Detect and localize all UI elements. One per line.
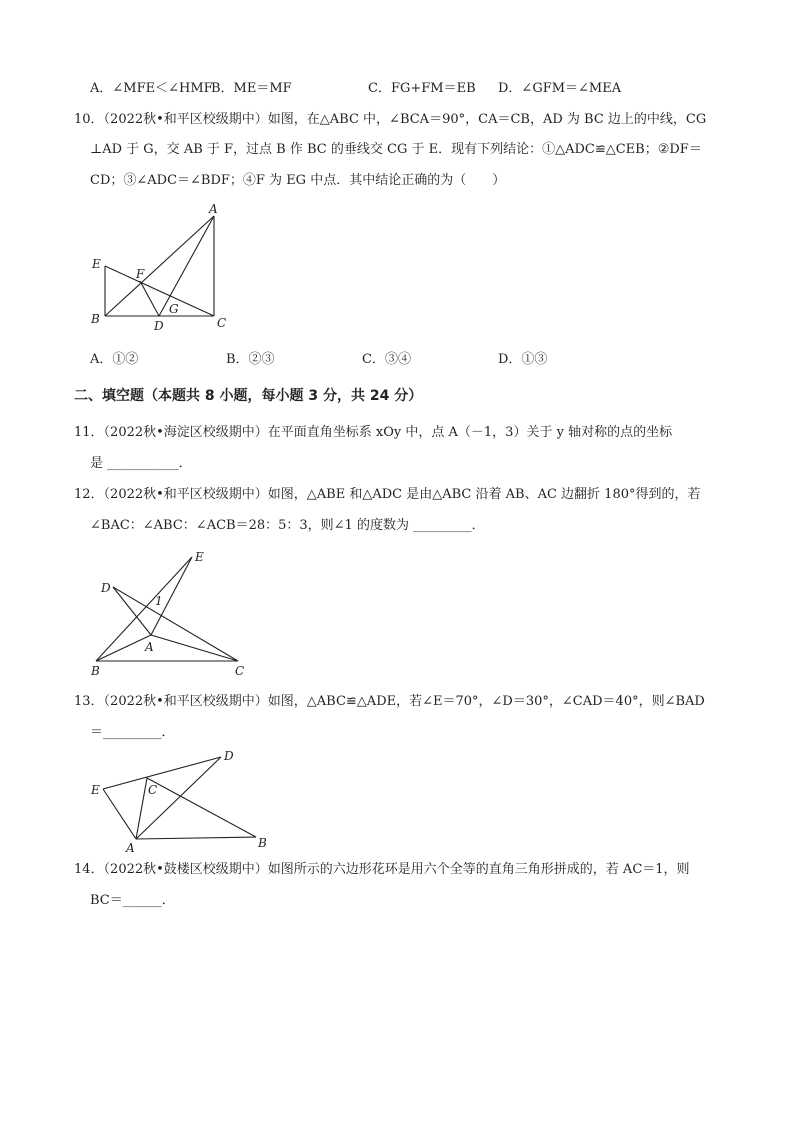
- q11-line-1: 11．（2022秋•海淀区校级期中）在平面直角坐标系 xOy 中，点 A（－1，3）关于 y 轴对称的点的坐标: [74, 425, 673, 440]
- q12-seg-be: [96, 557, 192, 661]
- q9-option-c: C．FG+FM＝EB: [368, 81, 476, 96]
- q12-line-2: ∠BAC：∠ABC：∠ACB＝28：5：3，则∠1 的度数为 _________．: [90, 518, 485, 533]
- q13-label-d: D: [224, 749, 234, 763]
- q11-line-2: 是 ___________．: [90, 456, 192, 471]
- q10-seg-ab: [105, 216, 214, 316]
- q13-figure: [85, 748, 275, 858]
- q13-seg-cb: [147, 778, 256, 837]
- q9-option-a: A．∠MFE＜∠HMF: [90, 81, 213, 96]
- q12-label-a: A: [145, 640, 154, 654]
- q13-seg-ab: [136, 837, 256, 839]
- q10-option-c: C．③④: [362, 352, 411, 367]
- q10-label-g: G: [169, 302, 179, 316]
- q10-line-1: 10．（2022秋•和平区校级期中）如图，在△ABC 中，∠BCA＝90°，CA＝CB，AD 为 BC 边上的中线，CG: [74, 112, 707, 127]
- q10-option-b: B．②③: [226, 352, 275, 367]
- q10-figure: [80, 200, 240, 340]
- q10-line-2: ⊥AD 于 G，交 AB 于 F，过点 B 作 BC 的垂线交 CG 于 E．现有下列结论：①△ADC≌△CEB；②DF＝: [90, 142, 702, 157]
- section-heading-fill-in: 二、填空题（本题共 8 小题，每小题 3 分，共 24 分）: [74, 388, 423, 404]
- q13-label-e: E: [91, 783, 100, 797]
- q13-line-1: 13．（2022秋•和平区校级期中）如图，△ABC≌△ADE，若∠E＝70°，∠D＝30°，∠CAD＝40°，则∠BAD: [74, 694, 705, 709]
- q14-line-1: 14．（2022秋•鼓楼区校级期中）如图所示的六边形花环是用六个全等的直角三角形拼成的，若 AC＝1，则: [74, 862, 690, 877]
- q13-label-a: A: [126, 841, 135, 855]
- q13-line-2: ＝_________．: [90, 725, 175, 740]
- q12-figure: [85, 545, 255, 680]
- q13-seg-ea: [103, 789, 136, 839]
- q12-label-1: 1: [155, 594, 163, 608]
- q12-seg-dc: [113, 587, 238, 661]
- q10-option-a: A．①②: [90, 352, 139, 367]
- q10-option-d: D．①③: [498, 352, 548, 367]
- q12-seg-ac: [151, 635, 238, 661]
- q13-seg-ad: [136, 757, 221, 839]
- q10-seg-ad: [159, 216, 214, 316]
- q12-label-b: B: [91, 664, 100, 678]
- q13-seg-ed: [103, 757, 221, 789]
- q9-option-b: B．ME＝MF: [211, 81, 292, 96]
- q9-option-d: D．∠GFM＝∠MEA: [498, 81, 622, 96]
- q12-label-c: C: [235, 664, 245, 678]
- q10-label-d: D: [154, 319, 164, 333]
- q10-label-a: A: [209, 202, 218, 216]
- q13-label-c: C: [148, 783, 158, 797]
- q10-seg-ec: [105, 266, 214, 316]
- q12-label-e: E: [195, 550, 204, 564]
- q12-line-1: 12．（2022秋•和平区校级期中）如图，△ABE 和△ADC 是由△ABC 沿着 AB、AC 边翻折 180°得到的，若: [74, 487, 701, 502]
- q10-line-3: CD；③∠ADC＝∠BDF；④F 为 EG 中点．其中结论正确的为（ ）: [90, 173, 506, 188]
- q10-label-f: F: [136, 267, 145, 281]
- q14-line-2: BC＝______．: [90, 893, 175, 908]
- q10-label-b: B: [91, 312, 100, 326]
- q12-label-d: D: [101, 581, 111, 595]
- q12-seg-ba: [96, 635, 151, 661]
- q12-seg-da: [113, 587, 151, 635]
- q13-label-b: B: [258, 836, 267, 850]
- q10-label-c: C: [217, 316, 227, 330]
- q10-label-e: E: [92, 257, 101, 271]
